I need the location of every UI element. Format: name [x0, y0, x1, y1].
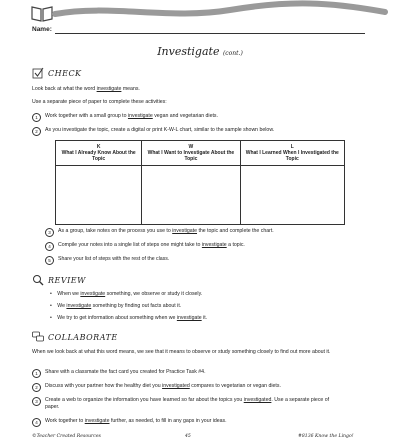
review-bullet-3: • We try to get information about something when we investigate it.: [50, 315, 207, 322]
collab-item-4: 4 Work together to investigate further, as needed, to fill in any gaps in your ideas.: [32, 418, 372, 427]
magnifier-icon: [32, 274, 44, 286]
review-heading: [32, 274, 86, 286]
check-item-1: 1 Work together with a small group to investigate vegan and vegetarian diets.: [32, 113, 362, 122]
check-intro-1: Look back at what the word investigate means.: [32, 86, 140, 92]
kwl-header-k: K What I Already Know About the Topic: [56, 141, 142, 166]
check-item-5: 5 Share your list of steps with the rest of the class.: [45, 256, 375, 265]
collab-item-1: 1 Share with a classmate the fact card you created for Practice Task #4.: [32, 369, 372, 378]
page-title: [0, 45, 400, 58]
collaborate-heading-text: COLLABORATE: [48, 332, 118, 342]
collaborate-intro: When we look back at what this word means, we see that it means to observe or study something closely to find out more about it.: [32, 349, 331, 355]
footer-page-number: 45: [185, 434, 191, 439]
kwl-cell-w: [142, 166, 240, 225]
kwl-cell-l: [240, 166, 344, 225]
page-title-cont: (cont.): [222, 50, 243, 57]
check-item-2: 2 As you investigate the topic, create a digital or print K-W-L chart, similar to the sample shown below.: [32, 127, 372, 136]
check-item-3: 3 As a group, take notes on the process you use to investigate the topic and complete the chart.: [45, 228, 375, 237]
kwl-cell-k: [56, 166, 142, 225]
header-swoosh: [50, 0, 390, 22]
review-bullet-2: • We investigate something by finding out facts about it.: [50, 303, 181, 310]
check-intro-2: Use a separate piece of paper to complete these activities:: [32, 99, 167, 105]
collab-item-2: 2 Discuss with your partner how the healthy diet you investigated compares to vegetarian or vegan diets.: [32, 383, 372, 392]
kwl-header-w: W What I Want to Investigate About the Topic: [142, 141, 240, 166]
check-item-4: 4 Compile your notes into a single list of steps one might take to investigate a topic.: [45, 242, 375, 251]
footer-book-title: #8136 Know the Lingo!: [298, 434, 354, 439]
speech-bubbles-icon: [32, 331, 44, 343]
kwl-chart: [55, 140, 345, 225]
collaborate-heading: [32, 331, 118, 343]
name-label: Name:: [32, 26, 52, 33]
review-bullet-1: • When we investigate something, we observe or study it closely.: [50, 291, 202, 298]
kwl-header-l: L What I Learned When I Investigated the Topic: [240, 141, 344, 166]
check-heading: [32, 67, 82, 79]
checkbox-icon: [32, 67, 44, 79]
check-heading-text: CHECK: [48, 68, 82, 78]
collab-item-3: 3 Create a web to organize the information you have learned so far about the topics you investigated. Use a separate piece of paper.: [32, 397, 332, 411]
review-heading-text: REVIEW: [48, 275, 86, 285]
name-field-line[interactable]: [55, 33, 365, 34]
footer-copyright: ©Teacher Created Resources: [32, 434, 101, 439]
page-title-main: Investigate: [157, 45, 220, 58]
